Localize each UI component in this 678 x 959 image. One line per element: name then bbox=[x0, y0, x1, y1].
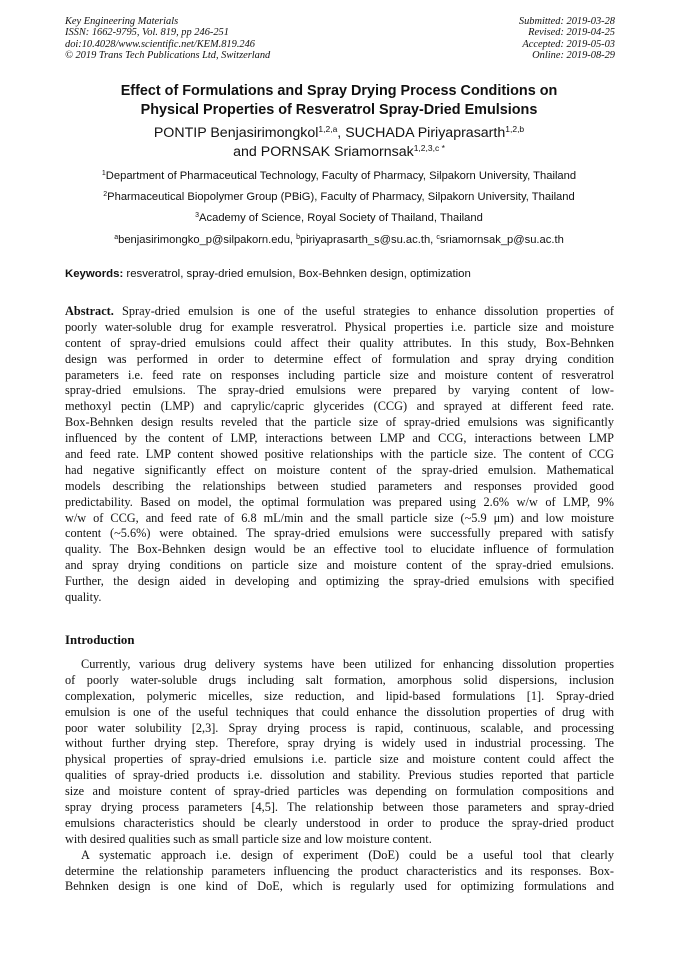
abstract-line: influenced by the content of LMP, interactions between LMP and CCG, interactions between LMP bbox=[65, 431, 614, 446]
keywords-label: Keywords: bbox=[65, 268, 124, 280]
date-submitted: Submitted: 2019-03-28 bbox=[518, 16, 615, 27]
date-accepted: Accepted: 2019-05-03 bbox=[522, 38, 615, 50]
abstract-line: poorly water-soluble drug for example resveratrol. Physical properties i.e. particle size and moisture bbox=[65, 319, 614, 334]
body-line: A systematic approach i.e. design of experiment (DoE) could be a useful tool that clearly bbox=[81, 847, 614, 862]
email-marker: b bbox=[296, 234, 301, 241]
affiliation-marker: 1 bbox=[101, 170, 106, 177]
body-line: poor water solubility [2,3]. Spray drying process is rapid, continuous, scalable, and processing bbox=[65, 720, 614, 735]
journal-header bbox=[65, 16, 270, 61]
affiliation-text: Pharmaceutical Biopolymer Group (PBiG), Faculty of Pharmacy, Silpakorn University, Thailand bbox=[107, 191, 575, 203]
abstract-line: Abstract. Spray-dried emulsion is one of the useful strategies to enhance dissolution properties of bbox=[65, 304, 614, 318]
body-line: emulsions characteristics should be clearly understood in order to produce the spray-dried product bbox=[65, 815, 614, 830]
keywords bbox=[65, 268, 471, 281]
author-conjunction: and bbox=[233, 144, 261, 160]
affiliation-text: Academy of Science, Royal Society of Thailand, Thailand bbox=[199, 212, 483, 224]
body-line: Currently, various drug delivery systems have been utilized for enhancing dissolution properties bbox=[81, 657, 614, 671]
date-revised: Revised: 2019-04-25 bbox=[528, 27, 615, 39]
keywords-text: resveratrol, spray-dried emulsion, Box-Behnken design, optimization bbox=[123, 268, 471, 280]
abstract-line: and feed rate. LMP content showed positive relationships with the particle size. The content of CCG bbox=[65, 447, 614, 462]
journal-copyright: © 2019 Trans Tech Publications Ltd, Switzerland bbox=[65, 49, 271, 61]
body-line: complexation, polymeric micelles, size reduction, and lipid-based formulations [1]. Spray-dried bbox=[65, 688, 614, 703]
journal-issn: ISSN: 1662-9795, Vol. 819, pp 246-251 bbox=[65, 27, 229, 39]
journal-name: Key Engineering Materials bbox=[65, 16, 179, 27]
body-line: physical properties of spray-dried emulsions i.e. particle size and moisture content could affect the bbox=[65, 752, 614, 767]
abstract-line: spray-dried emulsions. The spray-dried emulsions were prepared by varying content of low- bbox=[65, 383, 614, 398]
paper-title bbox=[40, 82, 638, 120]
abstract-line: parameters i.e. feed rate on responses including particle size and moisture content of resveratrol bbox=[65, 367, 614, 382]
body-line: determine the relationship parameters influencing the product characteristics and its responses. Box- bbox=[65, 863, 614, 878]
author-name: PORNSAK Sriamornsak bbox=[260, 144, 414, 160]
author-line bbox=[40, 124, 638, 143]
abstract bbox=[65, 304, 614, 606]
body-line: Behnken design is one kind of DoE, which is regularly used for optimizing formulations and bbox=[65, 879, 614, 894]
author-name: PONTIP Benjasirimongkol bbox=[153, 125, 319, 141]
author-emails bbox=[40, 234, 638, 247]
abstract-line: w/w of CCG, and feed rate of 6.8 mL/min and the small particle size (~5.9 μm) and low moisture bbox=[65, 510, 614, 525]
abstract-line: content of spray-dried emulsions could affect their quality attributes. In this study, Box-Behnken bbox=[65, 335, 614, 350]
abstract-line: quality. bbox=[65, 590, 102, 605]
abstract-line: Further, the design aided in developing and optimizing the spray-dried emulsions with specified bbox=[65, 574, 614, 589]
affiliation-marker: 2 bbox=[103, 191, 108, 198]
abstract-line: Box-Behnken design results reveled that the particle size of spray-dried emulsions was significantly bbox=[65, 415, 614, 430]
title-line: Effect of Formulations and Spray Drying Process Conditions on bbox=[120, 83, 558, 99]
date-online: Online: 2019-08-29 bbox=[532, 49, 615, 61]
affiliation-marker: 3 bbox=[195, 212, 200, 219]
abstract-label: Abstract. bbox=[65, 304, 114, 318]
email-link[interactable]: sriamornsak_p@su.ac.th bbox=[439, 234, 564, 246]
body-line: without further drying step. Therefore, spray drying is widely used in industrial processing. The bbox=[65, 736, 614, 751]
email-link[interactable]: benjasirimongko_p@silpakorn.edu, bbox=[118, 234, 297, 246]
body-line: size and moisture content of spray-dried particles was depending on formulation compositions and bbox=[65, 784, 614, 799]
title-line: Physical Properties of Resveratrol Spray-Dried Emulsions bbox=[140, 102, 538, 118]
email-marker: c bbox=[436, 234, 440, 241]
affiliation-text: Department of Pharmaceutical Technology, Faculty of Pharmacy, Silpakorn University, Thailand bbox=[105, 170, 577, 182]
abstract-line: had negative significantly effect on moisture content of the spray-dried emulsion. Mathematical bbox=[65, 462, 614, 477]
body-line: with desired qualities such as small particle size and low moisture content. bbox=[65, 831, 432, 846]
abstract-line: methoxyl pectin (LMP) and caprylic/capric glycerides (CCG) and sprayed at different feed rate. bbox=[65, 399, 614, 414]
author-list bbox=[40, 124, 638, 162]
publication-dates bbox=[519, 16, 615, 61]
affiliation bbox=[40, 170, 638, 183]
affiliation bbox=[40, 212, 638, 225]
abstract-line: design was performed in order to determine effect of formulation and spray drying condition bbox=[65, 351, 614, 366]
email-link[interactable]: piriyaprasarth_s@su.ac.th, bbox=[300, 234, 437, 246]
author-separator: , bbox=[337, 125, 346, 141]
section-heading-introduction: Introduction bbox=[65, 633, 135, 647]
abstract-line: and spray drying conditions on particle size and moisture content of the spray-dried emulsions. bbox=[65, 558, 614, 573]
journal-doi: doi:10.4028/www.scientific.net/KEM.819.246 bbox=[65, 38, 255, 50]
author-affiliation-marker: 1,2,3,c * bbox=[413, 143, 445, 153]
body-line: qualities of spray-dried products i.e. dissolution and stability. Previous studies reported that particle bbox=[65, 768, 614, 783]
abstract-line: content (~5.6%) were obtained. The spray-dried emulsions were successfully prepared with satisfy bbox=[65, 526, 614, 541]
body-line: of poorly water-soluble drugs including salt formation, amorphous solid dispersions, inclusion bbox=[65, 672, 614, 687]
author-name: SUCHADA Piriyaprasarth bbox=[345, 125, 506, 141]
affiliation bbox=[40, 191, 638, 204]
body-line: emulsion is one of the useful techniques that could enhance the dissolution properties of drug with bbox=[65, 704, 614, 719]
abstract-line: predictability. Based on model, the optimal formulation was prepared using 2.6% w/w of LMP, 9% bbox=[65, 494, 614, 509]
author-affiliation-marker: 1,2,b bbox=[505, 124, 525, 134]
author-line bbox=[40, 143, 638, 162]
author-affiliation-marker: 1,2,a bbox=[318, 124, 338, 134]
abstract-line: quality. The Box-Behnken design would be an effective tool to elucidate influence of formulation bbox=[65, 542, 614, 557]
email-marker: a bbox=[114, 234, 119, 241]
body-line: spray drying process parameters [4,5]. The relationship between those parameters and spray-dried bbox=[65, 800, 614, 815]
abstract-line: models describing the relationships between studied parameters and responses provided good bbox=[65, 478, 614, 493]
introduction-paragraph bbox=[65, 657, 614, 895]
